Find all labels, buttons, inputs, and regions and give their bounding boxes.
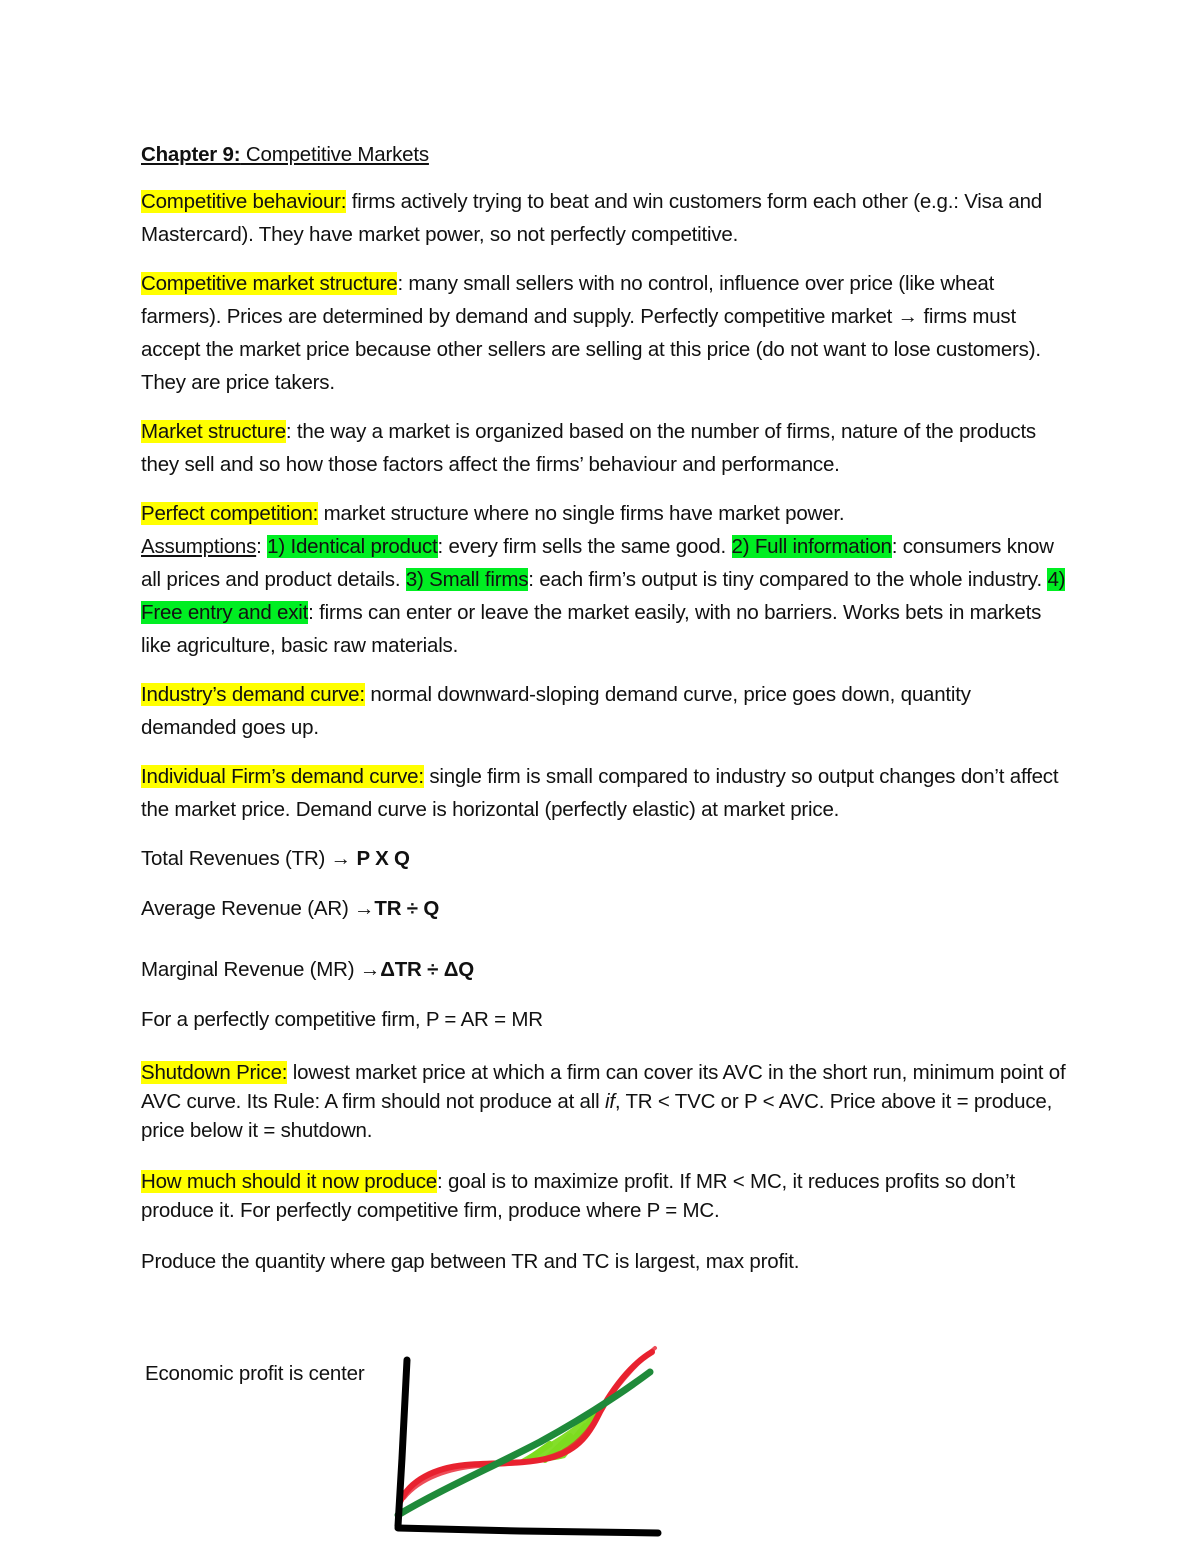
term-market-structure: Market structure	[141, 420, 286, 443]
text-firm-demand: single firm is small compared to industry so output changes don’t affect the market price. Demand curve is horizontal (perfectly elastic) at market price.	[141, 765, 1059, 821]
x-axis	[398, 1528, 658, 1533]
assumptions-colon: :	[256, 535, 268, 558]
def-competitive-behaviour	[141, 185, 1071, 251]
def-market-structure	[141, 415, 1071, 481]
assumption-1-text: : every firm sells the same good.	[437, 535, 732, 558]
text-competitive-structure: : many small sellers with no control, influence over price (like wheat farmers). Prices are determined by demand and supply. Perfectly competitive market → firms must accept the market price because other sellers are selling at this price (do not want to lose customers). They are price takers.	[141, 272, 1041, 394]
term-competitive-structure: Competitive market structure	[141, 272, 398, 295]
text-competitive-behaviour: firms actively trying to beat and win customers form each other (e.g.: Visa and Mastercard). They have market power, so not perfectly competitive.	[141, 190, 1043, 246]
document-body	[141, 138, 1071, 1294]
total-cost-curve	[400, 1352, 652, 1502]
assumption-2-term: 2) Full information	[731, 535, 892, 558]
formula-average-revenue	[141, 892, 1071, 925]
assumptions-label: Assumptions	[141, 535, 257, 558]
chapter-label: Chapter 9:	[141, 143, 241, 166]
y-axis	[398, 1360, 407, 1526]
formula-ar-label: Average Revenue (AR) →	[141, 897, 375, 920]
term-competitive-behaviour: Competitive behaviour:	[141, 190, 347, 213]
assumption-4-text: : firms can enter or leave the market easily, with no barriers. Works bets in markets like agriculture, basic raw materials.	[141, 601, 1042, 657]
chapter-name: Competitive Markets	[240, 143, 429, 166]
text-shutdown-italic: if	[604, 1090, 615, 1113]
term-shutdown-price: Shutdown Price:	[141, 1061, 288, 1084]
assumption-4-term: 4) Free entry and exit	[141, 568, 1066, 624]
chapter-title	[141, 138, 1071, 171]
text-perfect-competition: market structure where no single firms have market power.	[318, 502, 845, 525]
formula-total-revenue	[141, 842, 1071, 875]
tr-tc-sketch	[380, 1340, 670, 1545]
formula-mr-label: Marginal Revenue (MR) →	[141, 958, 381, 981]
formula-perfect-competition: For a perfectly competitive firm, P = AR = MR	[141, 1008, 543, 1031]
term-industry-demand: Industry’s demand curve:	[141, 683, 365, 706]
def-perfect-competition	[141, 497, 1071, 662]
def-how-much-produce	[141, 1167, 1071, 1225]
text-shutdown-price-2: , TR < TVC or P < AVC. Price above it = produce, price below it = shutdown.	[141, 1090, 1053, 1142]
gap-text: Produce the quantity where gap between TR and TC is largest, max profit.	[141, 1250, 800, 1273]
term-firm-demand: Individual Firm’s demand curve:	[141, 765, 424, 788]
term-how-much-produce: How much should it now produce	[141, 1170, 437, 1193]
text-how-much-produce: : goal is to maximize profit. If MR < MC, it reduces profits so don’t produce it. For perfectly competitive firm, produce where P = MC.	[141, 1170, 1016, 1222]
economic-profit-text: Economic profit is center	[145, 1362, 365, 1385]
def-competitive-structure	[141, 267, 1071, 399]
text-shutdown-price-1: lowest market price at which a firm can cover its AVC in the short run, minimum point of AVC curve. Its Rule: A firm should not produce at all	[141, 1061, 1066, 1113]
formula-mr-value: ΔTR ÷ ΔQ	[380, 958, 474, 981]
term-perfect-competition: Perfect competition:	[141, 502, 319, 525]
formula-marginal-revenue	[141, 953, 1071, 986]
assumption-3-term: 3) Small firms	[405, 568, 529, 591]
total-cost-curve-stroke-2	[404, 1348, 655, 1498]
assumption-2-text: : consumers know all prices and product details.	[141, 535, 1054, 591]
def-shutdown-price	[141, 1058, 1071, 1145]
formula-ar-value: TR ÷ Q	[374, 897, 440, 920]
formula-tr-value: P X Q	[356, 847, 410, 870]
formula-tr-label: Total Revenues (TR) →	[141, 847, 357, 870]
def-industry-demand	[141, 678, 1071, 744]
text-market-structure: : the way a market is organized based on the number of firms, nature of the products they sell and so how those factors affect the firms’ behaviour and performance.	[141, 420, 1036, 476]
assumption-1-term: 1) Identical product	[267, 535, 438, 558]
def-firm-demand	[141, 760, 1071, 826]
text-industry-demand: normal downward-sloping demand curve, price goes down, quantity demanded goes up.	[141, 683, 971, 739]
assumption-3-text: : each firm’s output is tiny compared to the whole industry.	[528, 568, 1048, 591]
